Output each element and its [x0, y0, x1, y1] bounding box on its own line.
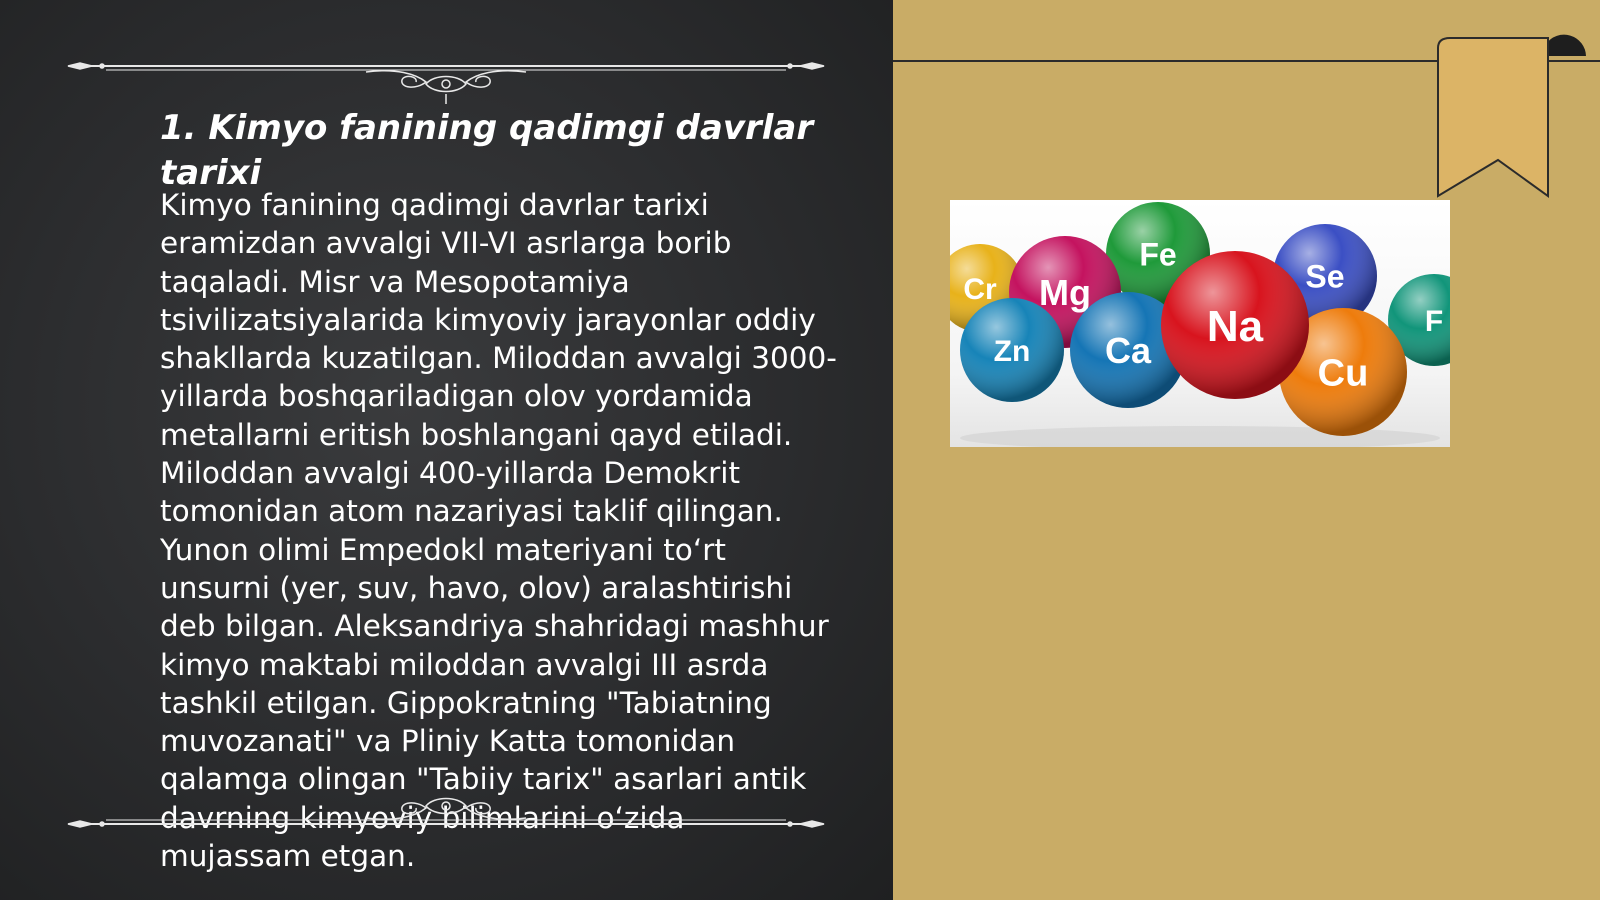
bottom-ornament-divider	[66, 776, 826, 836]
bookmark-ribbon	[1436, 34, 1586, 198]
element-symbol-cu: Cu	[1317, 352, 1369, 395]
element-symbol-f: F	[1424, 304, 1444, 338]
element-symbol-se: Se	[1305, 258, 1345, 295]
element-symbol-cr: Cr	[963, 272, 997, 306]
element-symbol-fe: Fe	[1139, 236, 1177, 273]
element-symbol-na: Na	[1206, 301, 1264, 351]
element-ball-zn	[960, 298, 1064, 402]
element-ball-na	[1161, 251, 1309, 399]
slide-body-text: Kimyo fanining qadimgi davrlar tarixi eramizdan avvalgi VII-VI asrlarga borib taqaladi. Misr va Mesopotamiya tsivilizatsiyalarida kimyoviy jarayonlar oddiy shakllarda kuzatilgan. Miloddan avvalgi 3000-yillarda boshqariladigan olov yordamida metallarni eritish boshlangani qayd etiladi. Miloddan avvalgi 400-yillarda Demokrit tomonidan atom nazariyasi taklif qilingan. Yunon olimi Empedokl materiyani to‘rt unsurni (yer, suv, havo, olov) aralashtirishi deb bilgan. Aleksandriya shahridagi mashhur kimyo maktabi miloddan avvalgi III asrda tashkil etilgan. Gippokratning "Tabiatning muvozanati" va Pliniy Katta tomonidan qalamga olingan "Tabiiy tarix" asarlari antik davrning kimyoviy bilimlarini o‘zida mujassam etgan.	[160, 188, 837, 874]
slide-title: 1. Kimyo fanining qadimgi davrlar tarixi	[160, 108, 814, 193]
element-symbol-zn: Zn	[993, 334, 1031, 368]
top-ornament-divider	[66, 44, 826, 104]
chemical-elements-image	[950, 200, 1450, 447]
element-symbol-ca: Ca	[1104, 329, 1152, 371]
element-symbol-mg: Mg	[1039, 271, 1091, 313]
